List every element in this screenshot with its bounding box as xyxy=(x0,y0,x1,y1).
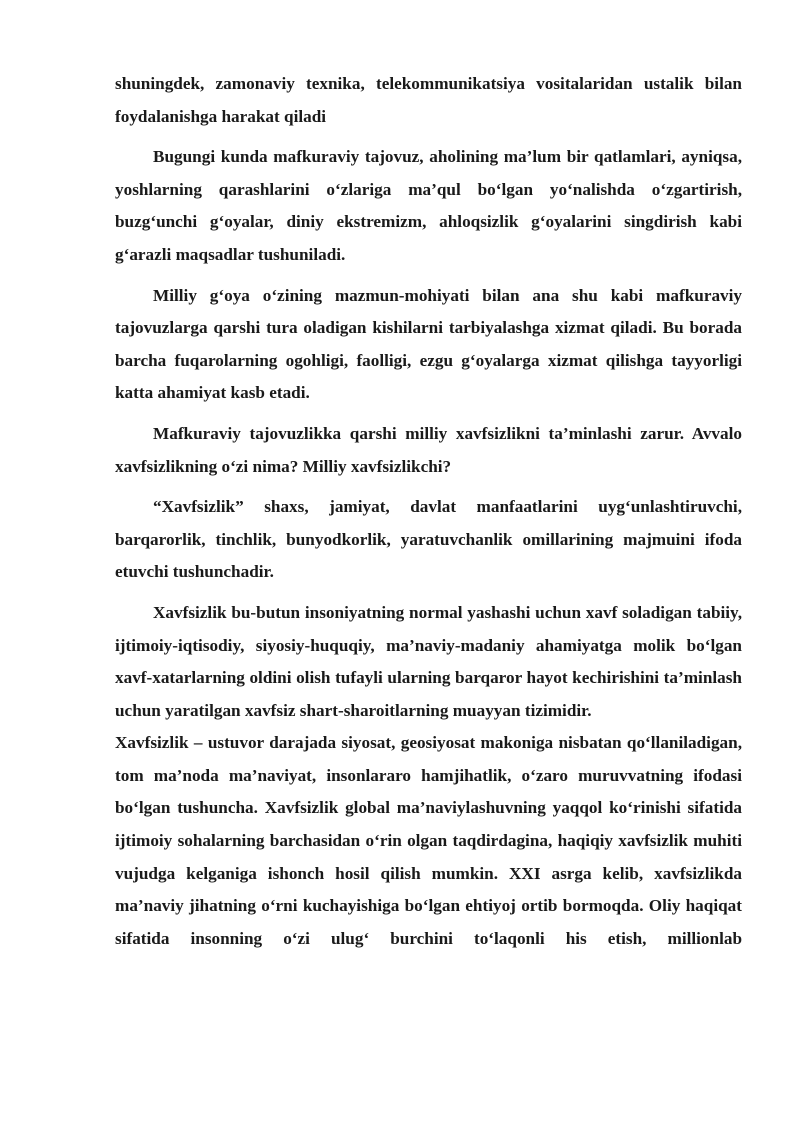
document-page xyxy=(115,68,742,963)
paragraph-security-priority: Xavfsizlik – ustuvor darajada siyosat, geosiyosat makoniga nisbatan qo‘llaniladigan, tom ma’noda ma’naviyat, insonlararo hamjihatlik, o‘zaro muruvvatning ifodasi bo‘lgan tushuncha. Xavfsizlik global ma’naviylashuvning yaqqol ko‘rinishi sifatida ijtimoiy sohalarning barchasidan o‘rin olgan taqdirdagina, haqiqiy xavfsizlik muhiti vujudga kelganiga ishonch hosil qilish mumkin. XXI asrga kelib, xavfsizlikda ma’naviy jihatning o‘rni kuchayishiga bo‘lgan ehtiyoj ortib bormoqda. Oliy haqiqat sifatida insonning o‘zi ulug‘ burchini to‘laqonli his etish, millionlab xyxy=(115,733,742,948)
paragraph-ideological-aggression: Bugungi kunda mafkuraviy tajovuz, aholining ma’lum bir qatlamlari, ayniqsa, yoshlarning qarashlarini o‘zlariga ma’qul bo‘lgan yo‘nalishda o‘zgartirish, buzg‘unchi g‘oyalar, diniy ekstremizm, ahloqsizlik g‘oyalarini singdirish kabi g‘arazli maqsadlar tushuniladi. xyxy=(115,147,742,264)
paragraph-continuation: shuningdek, zamonaviy texnika, telekommunikatsiya vositalaridan ustalik bilan foydalanishga harakat qiladi xyxy=(115,74,742,126)
paragraph-national-idea: Milliy g‘oya o‘zining mazmun-mohiyati bilan ana shu kabi mafkuraviy tajovuzlarga qarshi tura oladigan kishilarni tarbiyalashga xizmat qiladi. Bu borada barcha fuqarolarning ogohligi, faolligi, ezgu g‘oyalarga xizmat qilishga tayyorligi katta ahamiyat kasb etadi. xyxy=(115,285,742,403)
paragraph-security-system: Xavfsizlik bu-butun insoniyatning normal yashashi uchun xavf soladigan tabiiy, ijtimoiy-iqtisodiy, siyosiy-huquqiy, ma’naviy-madaniy ahamiyatga molik bo‘lgan xavf-xatarlarning oldini olish tufayli ularning barqaror hayot kechirishini ta’minlash uchun yaratilgan xavfsiz shart-sharoitlarning muayyan tizimidir. xyxy=(115,602,742,720)
paragraph-security-definition: “Xavfsizlik” shaxs, jamiyat, davlat manfaatlarini uyg‘unlashtiruvchi, barqarorlik, tinchlik, bunyodkorlik, yaratuvchanlik omillarining majmuini ifoda etuvchi tushunchadir. xyxy=(115,497,742,582)
paragraph-national-security-question: Mafkuraviy tajovuzlikka qarshi milliy xavfsizlikni ta’minlashi zarur. Avvalo xavfsizlikning o‘zi nima? Milliy xavfsizlikchi? xyxy=(115,423,742,476)
